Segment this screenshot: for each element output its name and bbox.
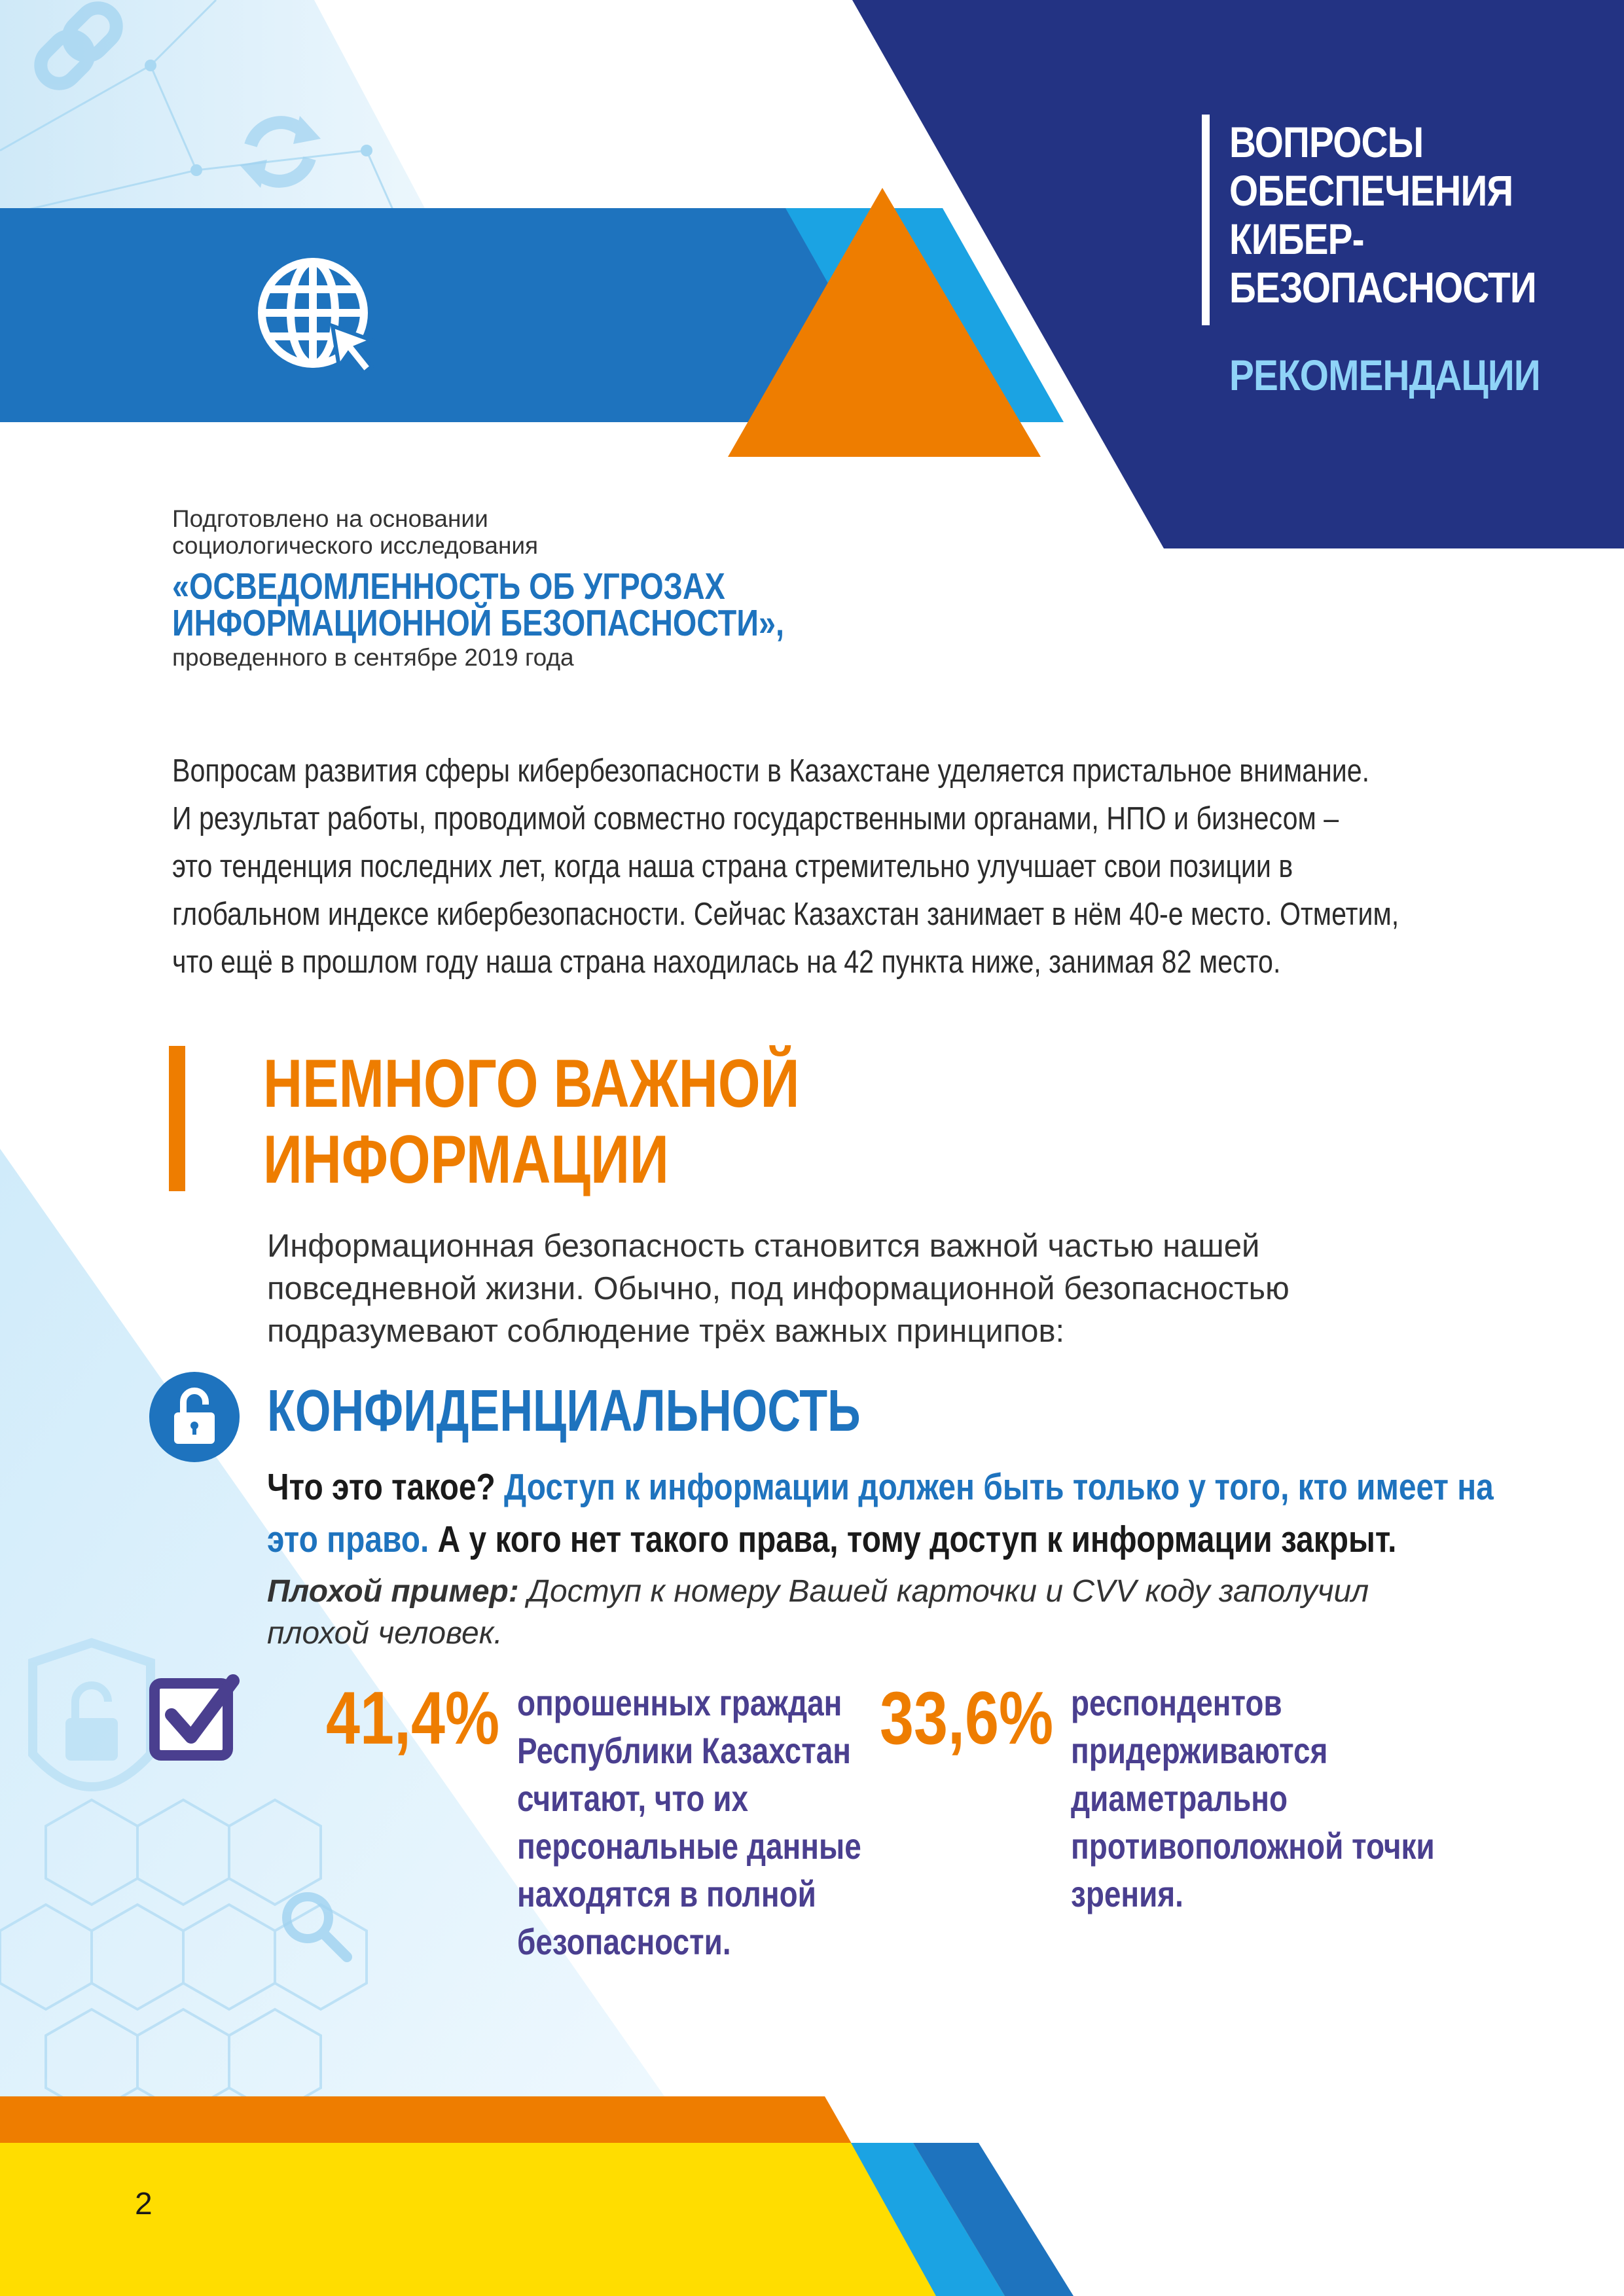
- section-accent-bar: [169, 1046, 185, 1191]
- bad-example-text: Доступ к номеру Вашей карточки и CVV коду заполучил: [528, 1574, 1369, 1609]
- definition-answer: это право.: [267, 1518, 429, 1560]
- stat-line: находятся в полной: [517, 1873, 816, 1914]
- title-line: ВОПРОСЫ: [1229, 118, 1424, 166]
- intro-line: что ещё в прошлом году наша страна находилась на 42 пункта ниже, занимая 82 место.: [172, 944, 1281, 980]
- footer-orange-band: [0, 2096, 854, 2148]
- definition-answer: Доступ к информации должен быть только у того, кто имеет на: [504, 1466, 1494, 1508]
- section-text: [267, 1225, 1445, 1353]
- stat-line: считают, что их: [517, 1778, 749, 1819]
- stat-line: зрения.: [1071, 1873, 1183, 1914]
- stat-line: придерживаются: [1071, 1730, 1328, 1771]
- bad-example-text: плохой человек.: [267, 1616, 503, 1651]
- stat-description: [517, 1679, 861, 1965]
- stat-line: опрошенных граждан: [517, 1682, 842, 1723]
- source-date: проведенного в сентябре 2019 года: [172, 644, 574, 671]
- intro-line: глобальном индексе кибербезопасности. Сейчас Казахстан занимает в нём 40-е место. Отметим,: [172, 897, 1399, 932]
- bad-example: [267, 1571, 1445, 1655]
- stat-value: 33,6%: [880, 1677, 1054, 1760]
- stat-line: респондентов: [1071, 1682, 1282, 1723]
- source-line: социологического исследования: [172, 532, 539, 559]
- study-title: «ОСВЕДОМЛЕННОСТЬ ОБ УГРОЗАХ: [172, 565, 725, 607]
- stat-line: безопасности.: [517, 1921, 731, 1962]
- intro-line: это тенденция последних лет, когда наша страна стремительно улучшает свои позиции в: [172, 849, 1293, 884]
- principle-icon-badge: [149, 1372, 240, 1462]
- section-text-line: повседневной жизни. Обычно, под информационной безопасностью: [267, 1271, 1290, 1306]
- section-text-line: Информационная безопасность становится важной частью нашей: [267, 1229, 1260, 1264]
- stat-line: диаметрально: [1071, 1778, 1288, 1819]
- title-line: БЕЗОПАСНОСТИ: [1229, 263, 1536, 312]
- title-line: ОБЕСПЕЧЕНИЯ: [1229, 166, 1513, 215]
- padlock-open-icon: [149, 1372, 240, 1462]
- page-title: [1229, 118, 1612, 312]
- title-line: КИБЕР-: [1229, 215, 1364, 263]
- page-subtitle: РЕКОМЕНДАЦИИ: [1229, 351, 1540, 399]
- study-title: ИНФОРМАЦИОННОЙ БЕЗОПАСНОСТИ»,: [172, 602, 784, 644]
- section-text-line: подразумевают соблюдение трёх важных принципов:: [267, 1314, 1065, 1349]
- stat-line: противоположной точки: [1071, 1825, 1435, 1867]
- source-info: [172, 505, 827, 671]
- bad-example-label: Плохой пример:: [267, 1574, 519, 1609]
- definition-answer: А у кого нет такого права, тому доступ к информации закрыт.: [437, 1518, 1397, 1560]
- title-accent-bar: [1202, 115, 1210, 325]
- stat-value: 41,4%: [326, 1677, 500, 1760]
- intro-line: И результат работы, проводимой совместно государственными органами, НПО и бизнесом –: [172, 801, 1339, 836]
- stat-description: [1071, 1679, 1435, 1918]
- intro-paragraph: [172, 747, 1399, 986]
- stat-line: Республики Казахстан: [517, 1730, 851, 1771]
- page-number: 2: [135, 2187, 153, 2221]
- principle-definition: [267, 1461, 1494, 1566]
- definition-question: Что это такое?: [267, 1466, 496, 1508]
- section-heading: [263, 1046, 799, 1198]
- stat-line: персональные данные: [517, 1825, 861, 1867]
- checkbox-checked-icon: [154, 1681, 233, 1755]
- heading-line: ИНФОРМАЦИИ: [263, 1122, 669, 1198]
- intro-line: Вопросам развития сферы кибербезопасности в Казахстане уделяется пристальное внимание.: [172, 753, 1370, 789]
- heading-line: НЕМНОГО ВАЖНОЙ: [263, 1046, 800, 1122]
- source-line: Подготовлено на основании: [172, 505, 488, 532]
- principle-title: КОНФИДЕНЦИАЛЬНОСТЬ: [267, 1378, 861, 1444]
